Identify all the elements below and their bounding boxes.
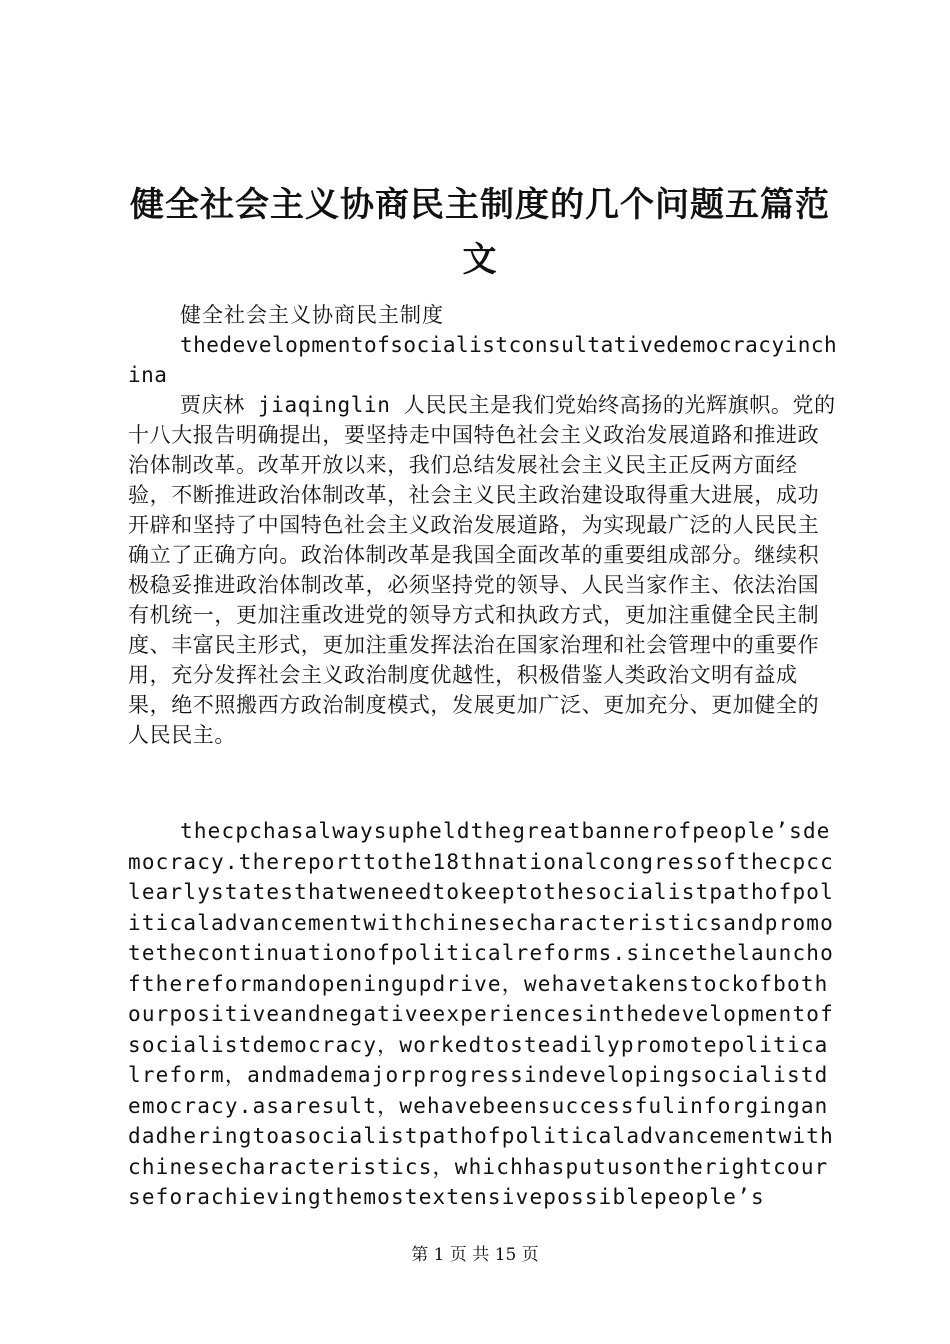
paragraph-chinese: 贾庆林 jiaqinglin 人民民主是我们党始终高扬的光辉旗帜。党的十八大报告明确提出，要坚持走中国特色社会主义政治发展道路和推进政治体制改革。改革开放以来，我们总结发展社会主义民主正反两方面经验，不断推进政治体制改革，社会主义民主政治建设取得重大进展，成功开辟和坚持了中国特色社会主义政治发展道路，为实现最广泛的人民民主确立了正确方向。政治体制改革是我国全面改革的重要组成部分。继续积极稳妥推进政治体制改革，必须坚持党的领导、人民当家作主、依法治国有机统一，更加注重改进党的领导方式和执政方式，更加注重健全民主制度、丰富民主形式，更加注重发挥法治在国家治理和社会管理中的重要作用，充分发挥社会主义政治制度优越性，积极借鉴人类政治文明有益成果，绝不照搬西方政治制度模式，发展更加广泛、更加充分、更加健全的人民民主。: [128, 393, 836, 747]
paragraph-english: thecpchasalwaysupheldthegreatbannerofpeople’sdemocracy.thereporttothe18thnationalcongressofthecpcclearlystatesthatweneedtokeeptothesocialistpathofpoliticaladvancementwithchinesecharacteristicsandpromotethecontinuationofpoliticalreforms.sincethelaunchofthereformandopeningupdrive，wehavetakenstockofbothourpositiveandnegativeexperiencesinthedevelopmentofsocialistdemocracy，workedtosteadilypromotepoliticalreform，andmademajorprogressindevelopingsocialistdemocracy.asaresult，wehavebeensuccessfulinforgingandadheringtoasocialistpathofpoliticaladvancementwithchinesecharacteristics，whichhasputusontherightcourseforachievingthemostextensivepossiblepeople’s: [128, 819, 834, 1209]
document-title: 健全社会主义协商民主制度的几个问题五篇范文: [130, 185, 830, 280]
subtitle-english: thedevelopmentofsocialistconsultativedemocracyinchina: [128, 333, 838, 387]
page-footer: 第 1 页 共 15 页: [411, 1245, 539, 1265]
subtitle-chinese: 健全社会主义协商民主制度: [180, 303, 444, 327]
